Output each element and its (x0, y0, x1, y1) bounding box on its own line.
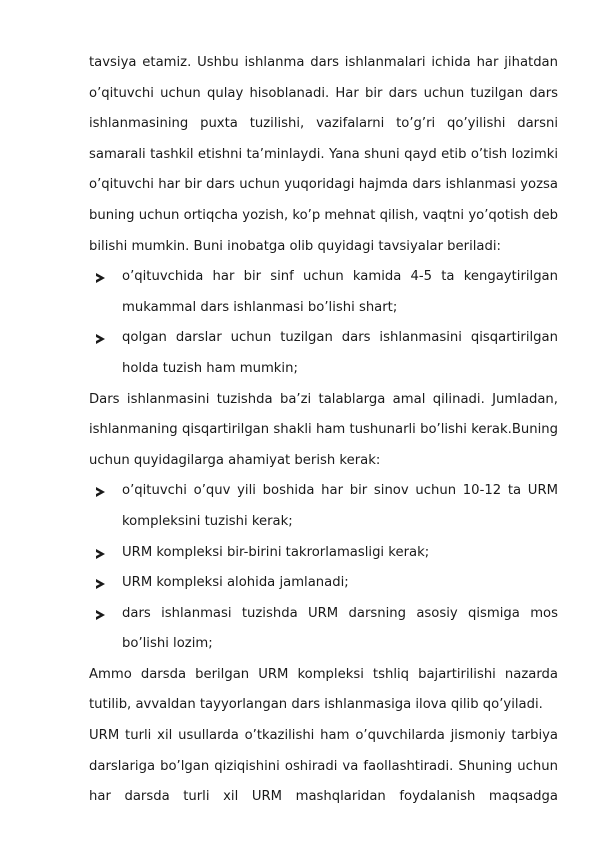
arrowhead-bullet-icon (96, 579, 105, 589)
paragraph-urm-methods: URM turli xil usullarda o’tkazilishi ham o’quvchilarda jismoniy tarbiya darslariga bo’lgan qiziqishini oshiradi va faollashtiradi. Shuning uchun har darsda turli xil URM mashqlaridan foydalanish maqsadga (89, 728, 558, 805)
document-page (89, 48, 558, 813)
paragraph-requirements: Dars ishlanmasini tuzishda ba’zi talablarga amal qilinadi. Jumladan, ishlanmaning qisqartirilgan shakli ham tushunarli bo’lishi kerak.Buning uchun quyidagilarga ahamiyat berish kerak: (89, 391, 558, 468)
list-item-text: qolgan darslar uchun tuzilgan dars ishlanmasini qisqartirilgan holda tuzish ham mumkin; (122, 330, 558, 376)
list-item (89, 262, 558, 323)
urm-requirements-list (89, 476, 558, 660)
list-item-text: dars ishlanmasi tuzishda URM darsning asosiy qismiga mos bo’lishi lozim; (122, 605, 558, 652)
list-item (89, 568, 558, 599)
arrowhead-bullet-icon (96, 273, 105, 283)
arrowhead-bullet-icon (96, 610, 105, 620)
list-item (89, 599, 558, 660)
arrowhead-bullet-icon (96, 549, 105, 559)
recommendation-list (89, 262, 558, 384)
arrowhead-bullet-icon (96, 487, 105, 497)
list-item-text: URM kompleksi alohida jamlanadi; (122, 575, 349, 591)
paragraph-intro: tavsiya etamiz. Ushbu ishlanma dars ishlanmalari ichida har jihatdan o’qituvchi uchun qulay hisoblanadi. Har bir dars uchun tuzilgan dars ishlanmasining puxta tuzilishi, vazifalarni to’g’ri qo’yilishi darsni samarali tashkil etishni ta’minlaydi. Yana shuni qayd etib o’tish lozimki o’qituvchi har bir dars uchun yuqoridagi hajmda dars ishlanmasi yozsa buning uchun ortiqcha yozish, ko’p mehnat qilish, vaqtni yo’qotish deb bilishi mumkin. Buni inobatga olib quyidagi tavsiyalar beriladi: (89, 55, 558, 254)
arrowhead-bullet-icon (96, 334, 105, 344)
list-item (89, 323, 558, 384)
paragraph-urm-complex: Ammo darsda berilgan URM kompleksi tshliq bajartirilishi nazarda tutilib, avvaldan tayyorlangan dars ishlanmasiga ilova qilib qo’yiladi. (89, 666, 558, 713)
list-item-text: o’qituvchida har bir sinf uchun kamida 4-5 ta kengaytirilgan mukammal dars ishlanmasi bo’lishi shart; (122, 269, 558, 315)
list-item-text: URM kompleksi bir-birini takrorlamasligi kerak; (122, 544, 430, 560)
list-item (89, 538, 558, 569)
list-item-text: o’qituvchi o’quv yili boshida har bir sinov uchun 10-12 ta URM kompleksini tuzishi kerak; (122, 483, 558, 529)
list-item (89, 476, 558, 537)
